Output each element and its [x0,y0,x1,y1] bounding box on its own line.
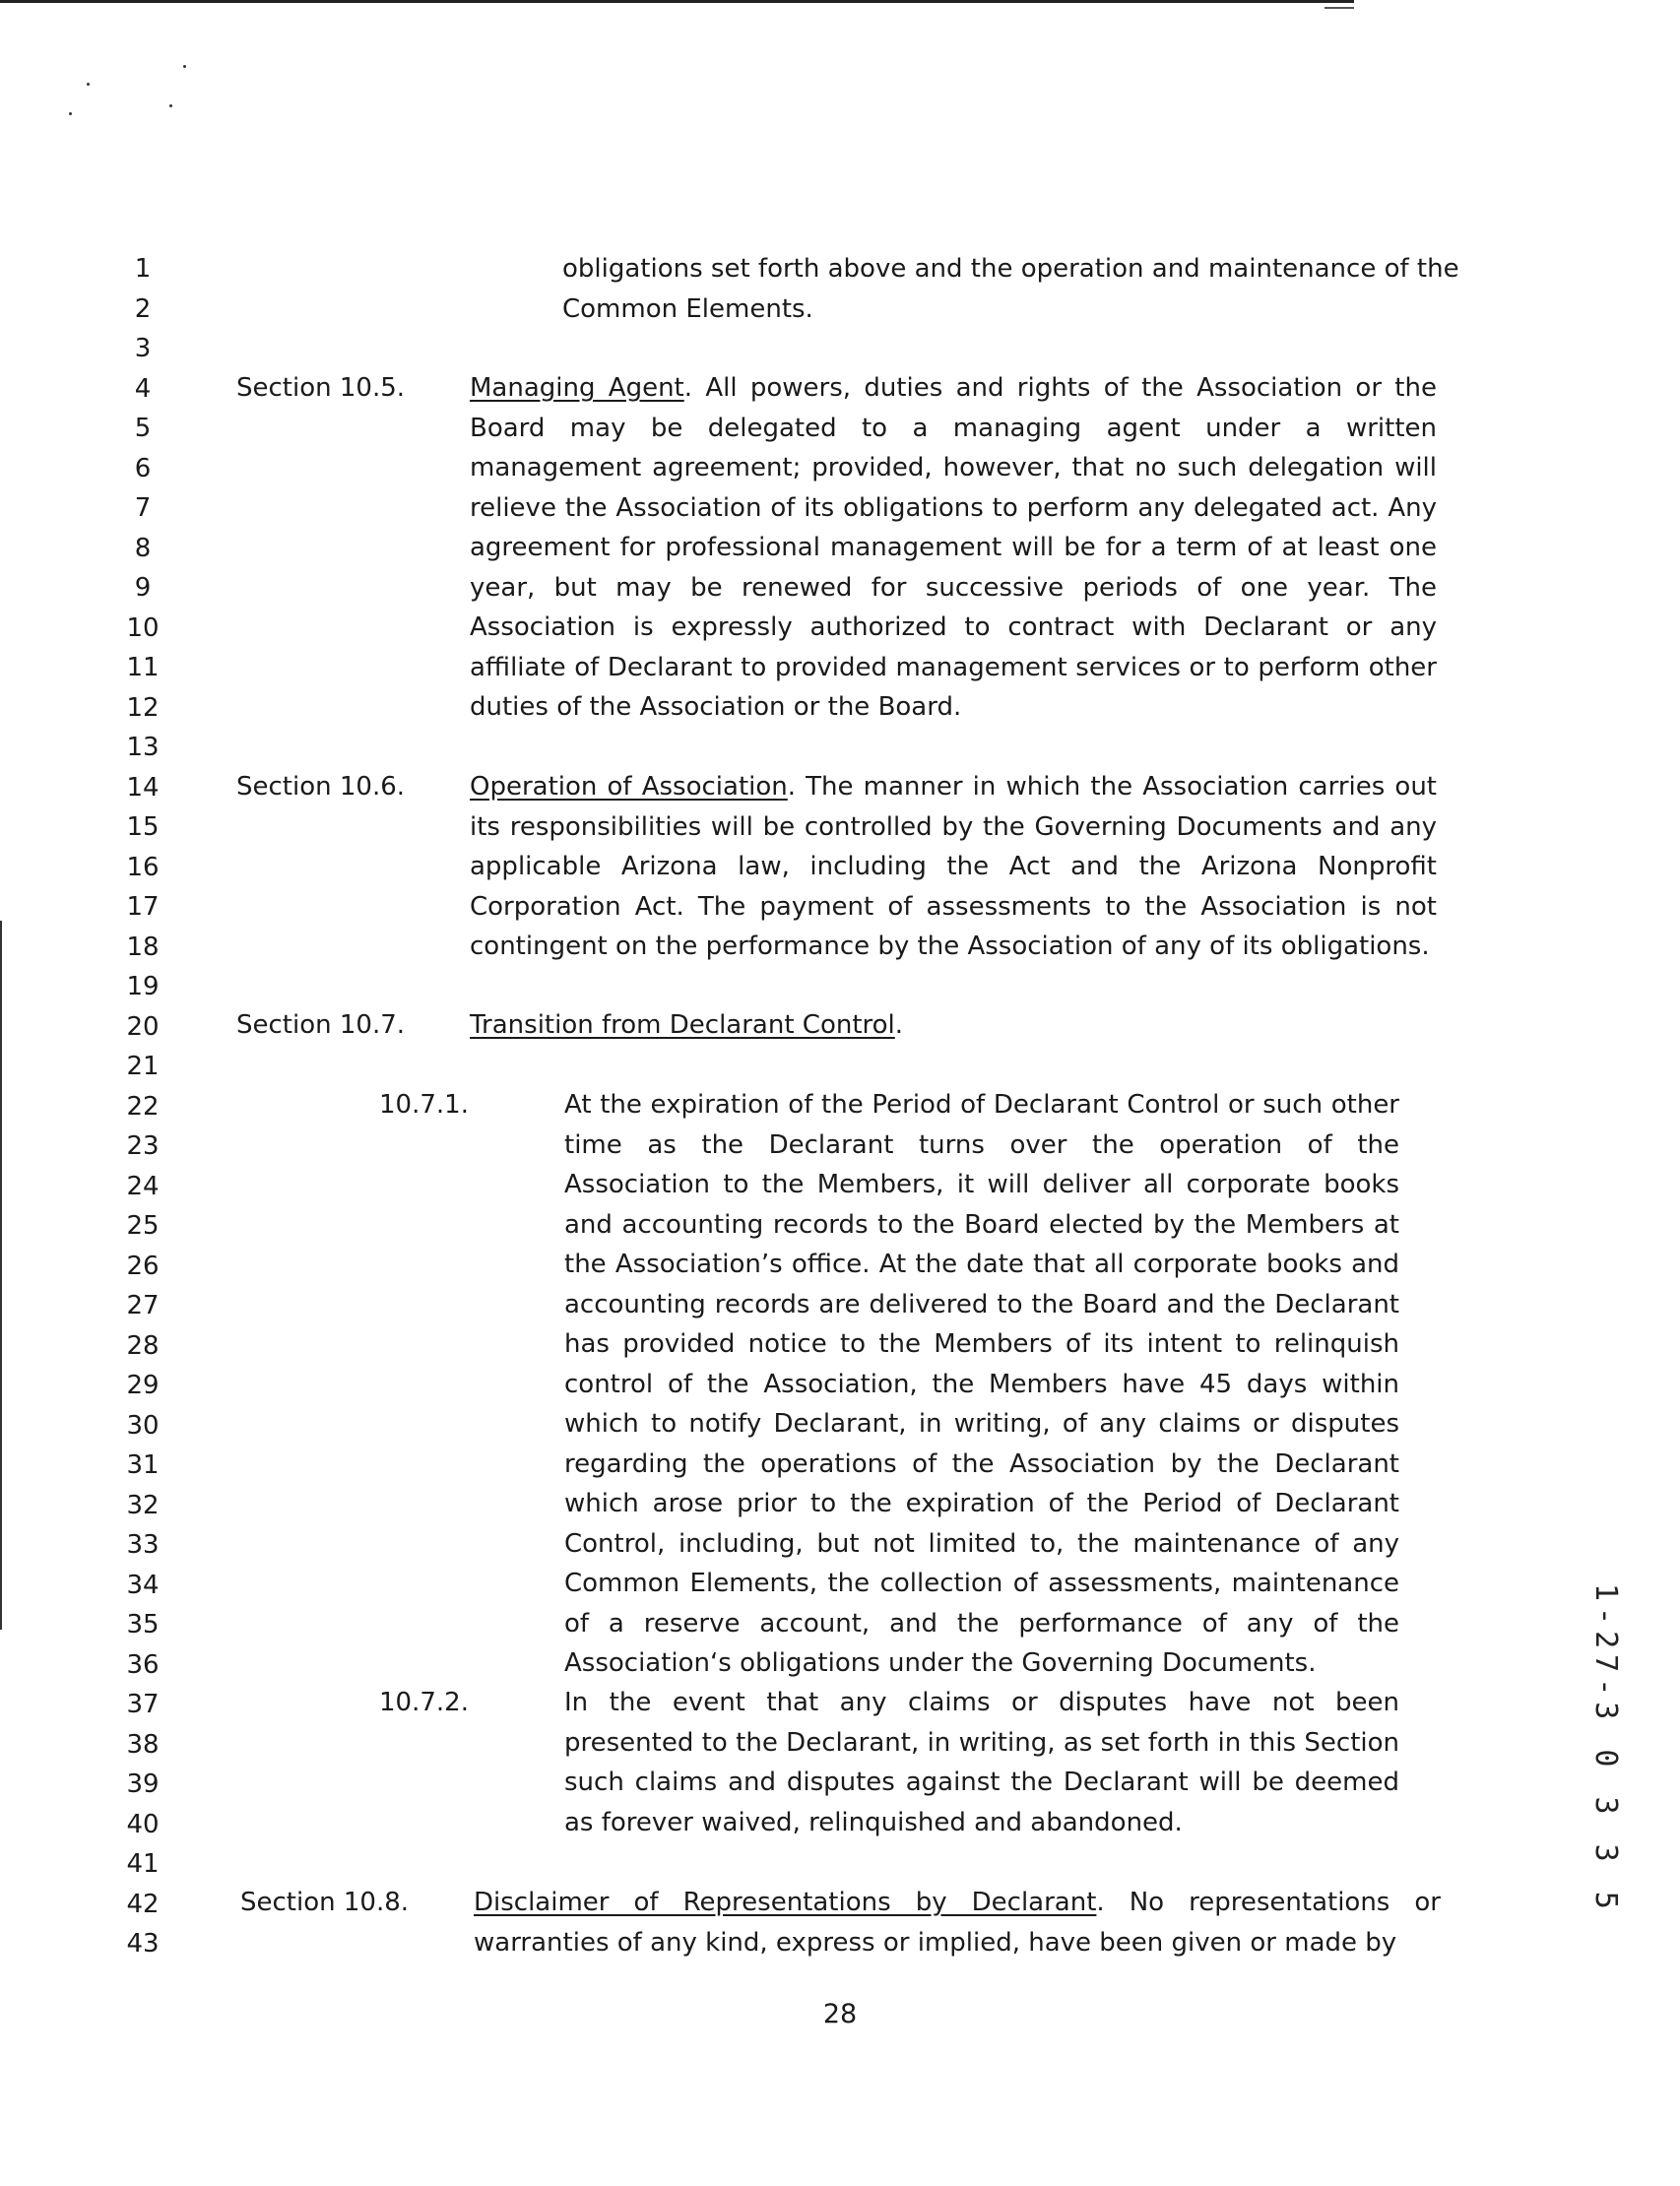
section-label: Section 10.6. [236,772,406,802]
subsection-label: 10.7.1. [379,1090,469,1120]
line-number: 32 [126,1490,160,1520]
scan-edge-line [0,0,1354,3]
line-number: 20 [126,1011,160,1042]
line-number: 3 [134,334,152,363]
line-number: 17 [126,892,160,922]
line-number: 23 [126,1131,160,1161]
section-heading: Managing Agent [470,373,684,403]
subsection-10-7-1-paragraph: At the expiration of the Period of Declarant Control or such other time as the Declarant turns over the operation of the Association to the Members, it will deliver all corporate books and accounting records to the Board elected by the Members at the Association’s office. At the date that all corporate books and accounting records are delivered to the Board and the Declarant has provided notice to the Members of its intent to relinquish control of the Association, the Members have 45 days within which to notify Declarant, in writing, of any claims or disputes regarding the operations of the Association by the Declarant which arose prior to the expiration of the Period of Declarant Control, including, but not limited to, the maintenance of any Common Elements, the collection of assessments, maintenance of a reserve account, and the performance of any of the Association‘s obligations under the Governing Documents. [564,1090,1399,1678]
scan-edge-line [1325,7,1354,9]
line-number: 29 [126,1371,160,1400]
section-heading-period: . [894,1010,904,1040]
line-number: 31 [126,1450,160,1480]
line-number: 24 [126,1171,160,1201]
line-number: 40 [126,1809,160,1839]
line-number: 1 [134,254,152,284]
line-number: 8 [134,533,152,563]
line-number: 13 [126,733,160,762]
line-number: 6 [134,453,152,483]
line-number: 27 [126,1291,160,1320]
section-heading: Operation of Association [470,772,788,802]
line-number: 38 [126,1729,160,1760]
line-number: 25 [126,1211,160,1241]
line-number: 11 [126,653,160,682]
section-10-8-paragraph [474,1883,1441,1962]
scan-edge-line [0,921,2,1630]
line-number: 14 [126,772,160,803]
section-10-6-paragraph [470,767,1437,967]
continuation-line: Common Elements. [562,294,813,324]
line-number: 9 [134,573,152,603]
line-number: 43 [126,1929,160,1959]
section-body: . All powers, duties and rights of the Association or the Board may be delegated to a managing agent under a written management agreement; provided, however, that no such delegation will relieve the Association of its obligations to perform any delegated act. Any agreement for professional management will be for a term of at least one year, but may be renewed for successive periods of one year. The Association is expressly authorized to contract with Declarant or any affiliate of Declarant to provided management services or to perform other duties of the Association or the Board. [470,373,1437,722]
section-heading: Transition from Declarant Control [470,1010,895,1040]
section-label: Section 10.8. [240,1888,410,1917]
document-stamp-number: 1-27-3 0 3 3 5 [1588,1583,1623,1915]
line-number: 41 [126,1849,160,1879]
page-number: 28 [822,1999,858,2029]
section-body: . The manner in which the Association carries out its responsibilities will be controlled by the Governing Documents and any applicable Arizona law, including the Act and the Arizona Nonprofit Corporation Act. The payment of assessments to the Association is not contingent on the performance by the Association of any of its obligations. [470,772,1437,961]
line-number: 5 [134,414,152,443]
subsection-label: 10.7.2. [379,1688,469,1717]
section-label: Section 10.7. [236,1010,406,1040]
line-number: 37 [126,1690,160,1719]
line-number: 7 [134,493,152,523]
section-10-7-heading-line [470,1005,903,1046]
section-heading: Disclaimer of Representations by Declarant [474,1888,1097,1917]
section-label: Section 10.5. [236,373,406,403]
scan-speck [169,104,172,107]
line-number: 2 [134,293,152,324]
subsection-10-7-2-paragraph: In the event that any claims or disputes have not been presented to the Declarant, in writing, as set forth in this Section such claims and disputes against the Declarant will be deemed as forever waived, relinquished and abandoned. [564,1688,1399,1837]
scan-speck [69,112,72,115]
section-10-5-paragraph [470,368,1437,728]
line-number: 16 [126,852,160,882]
line-number: 34 [126,1570,160,1600]
line-number: 33 [126,1530,160,1560]
scan-speck [87,83,90,86]
line-number: 36 [126,1649,160,1680]
line-number: 12 [126,692,160,723]
line-number: 10 [126,612,160,643]
line-number: 39 [126,1769,160,1799]
line-number: 30 [126,1410,160,1441]
line-number: 35 [126,1610,160,1640]
section-body: . No representations or warranties of any kind, express or implied, have been given or made by [474,1888,1441,1958]
line-number: 18 [126,932,160,962]
line-number: 15 [126,812,160,842]
line-number: 19 [126,972,160,1001]
continuation-line: obligations set forth above and the operation and maintenance of the [562,254,1459,284]
line-number: 4 [134,373,152,404]
line-number: 21 [126,1052,160,1081]
line-number: 22 [126,1091,160,1122]
line-number: 26 [126,1251,160,1281]
line-number: 28 [126,1330,160,1361]
line-number: 42 [126,1889,160,1919]
scan-speck [183,65,186,68]
